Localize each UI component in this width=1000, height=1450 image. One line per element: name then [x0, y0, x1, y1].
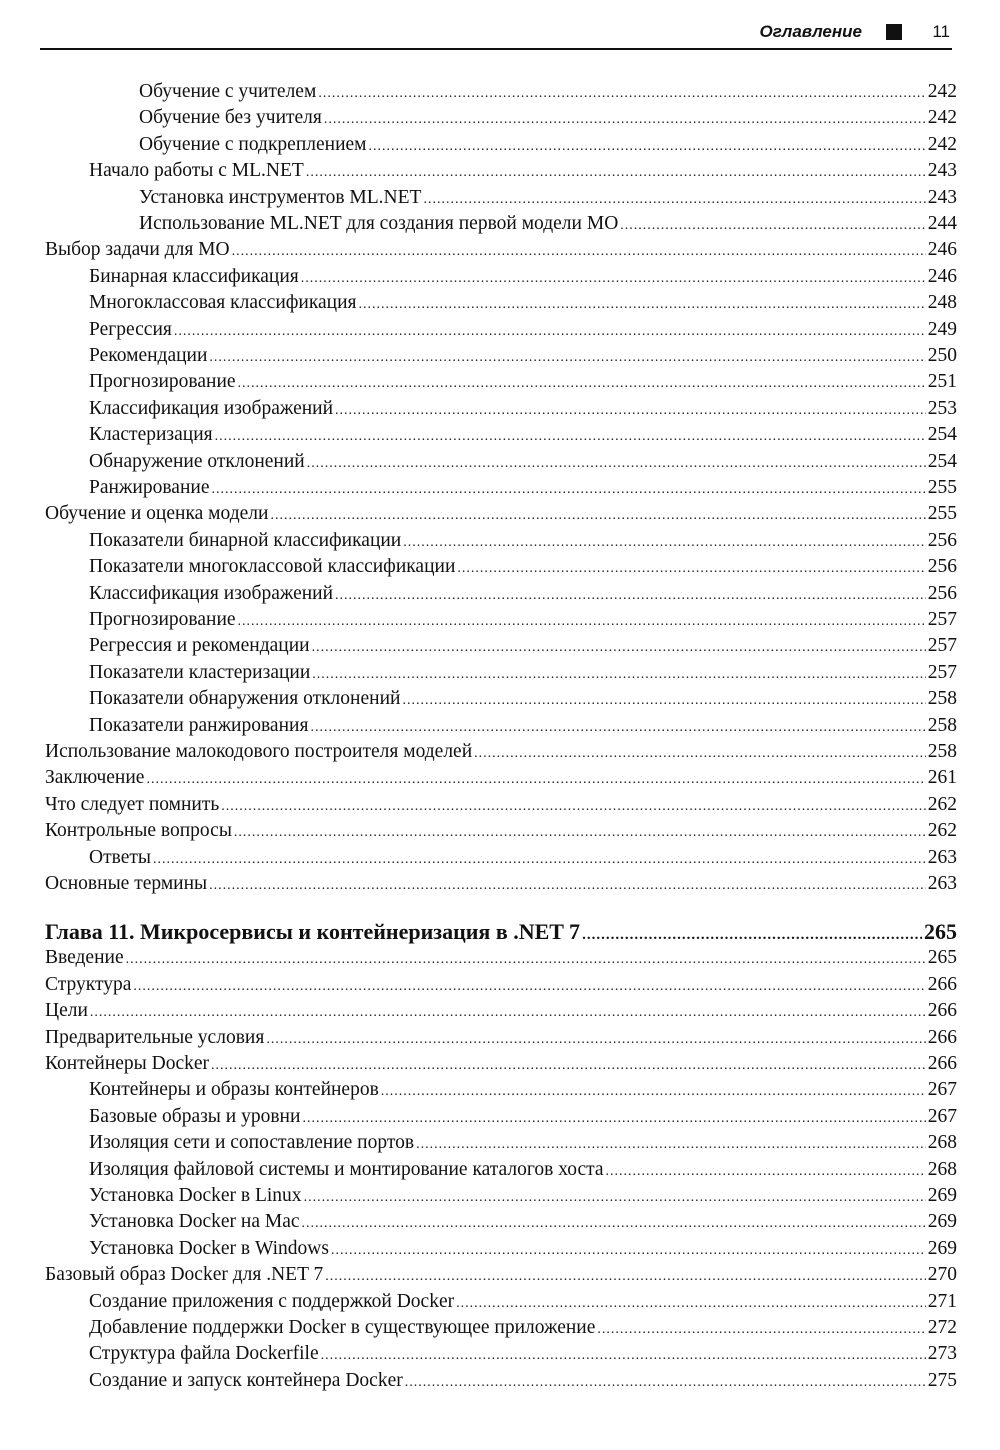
toc-entry-page: 242: [927, 133, 957, 155]
toc-entry-title: Основные термины: [45, 873, 208, 894]
toc-entry-page: 266: [927, 973, 957, 995]
toc-dot-leader: [335, 584, 926, 608]
toc-entry-title: Начало работы с ML.NET: [89, 160, 304, 182]
toc-entry: [45, 1316, 957, 1340]
toc-entry-page: 262: [927, 820, 957, 842]
toc-entry: [45, 661, 957, 685]
toc-entry: [45, 370, 957, 394]
toc-dot-leader: [324, 108, 926, 132]
toc-entry-page: 265: [927, 947, 957, 969]
toc-entry: [45, 608, 957, 632]
toc-entry: [45, 1078, 957, 1102]
toc-entry: [45, 687, 957, 711]
toc-dot-leader: [325, 1265, 925, 1289]
toc-dot-leader: [310, 716, 925, 740]
toc-entry-title: Показатели бинарной классификации: [89, 529, 402, 551]
toc-entry-page: 272: [927, 1317, 957, 1338]
toc-entry-title: Классификация изображений: [89, 397, 334, 419]
toc-entry-page: 242: [927, 107, 957, 129]
toc-dot-leader: [321, 1344, 926, 1368]
toc-dot-leader: [307, 452, 926, 476]
toc-entry-title: Обнаружение отклонений: [89, 450, 305, 472]
toc-entry-page: 253: [927, 397, 957, 419]
toc-entry-page: 246: [927, 265, 957, 287]
toc-entry-page: 254: [927, 450, 957, 472]
toc-entry-page: 266: [927, 1026, 957, 1048]
toc-dot-leader: [304, 1186, 926, 1210]
toc-dot-leader: [331, 1239, 926, 1263]
toc-entry-page: 269: [927, 1211, 957, 1233]
toc-dot-leader: [302, 1212, 926, 1236]
toc-chapter-heading: [45, 918, 957, 946]
toc-entry-title: Структура файла Dockerfile: [89, 1343, 319, 1365]
toc-entry-page: 255: [927, 477, 957, 498]
toc-entry-title: Контейнеры Docker: [45, 1053, 210, 1074]
toc-entry-title: Классификация изображений: [89, 582, 334, 604]
toc-entry-title: Базовые образы и уровни: [89, 1105, 301, 1127]
toc-entry-page: 275: [927, 1369, 957, 1391]
header-title: Оглавление: [759, 22, 862, 41]
toc-entry: [45, 766, 957, 790]
toc-dot-leader: [582, 921, 922, 949]
toc-entry: [45, 159, 957, 183]
toc-entry-title: Регрессия: [89, 318, 172, 340]
toc-entry-title: Ответы: [89, 846, 151, 868]
toc-dot-leader: [474, 742, 926, 766]
toc-entry: [45, 793, 957, 817]
toc-dot-leader: [90, 1001, 926, 1025]
toc-dot-leader: [215, 425, 926, 449]
toc-dot-leader: [301, 267, 926, 291]
toc-dot-leader: [312, 663, 925, 687]
toc-entry-page: 273: [927, 1343, 957, 1365]
toc-dot-leader: [369, 135, 926, 159]
toc-entry: [45, 1026, 957, 1050]
toc-entry-title: Установка Docker на Mac: [89, 1211, 300, 1233]
toc-dot-leader: [359, 293, 926, 317]
toc-entry-title: Показатели многоклассовой классификации: [89, 556, 456, 578]
toc-entry-title: Использование ML.NET для создания первой модели МО: [139, 213, 619, 234]
toc-entry-page: 244: [927, 213, 957, 234]
toc-entry-page: 266: [927, 1053, 957, 1074]
toc-entry-page: 249: [927, 318, 957, 340]
toc-entry: [45, 973, 957, 997]
toc-entry: [45, 106, 957, 130]
toc-entry-title: Обучение с учителем: [139, 81, 317, 102]
toc-entry-title: Бинарная классификация: [89, 265, 299, 287]
toc-entry-page: 242: [927, 81, 957, 102]
toc-entry: [45, 872, 957, 896]
toc-entry: [45, 582, 957, 606]
toc-dot-leader: [126, 948, 926, 972]
toc-entry: [45, 846, 957, 870]
toc-dot-leader: [306, 161, 926, 185]
toc-entry-page: 243: [927, 186, 957, 208]
toc-dot-leader: [211, 1054, 926, 1078]
toc-entry-title: Показатели ранжирования: [89, 714, 309, 736]
toc-entry-page: 255: [927, 503, 957, 525]
toc-entry: [45, 819, 957, 843]
toc-entry: [45, 1052, 957, 1076]
toc-entry-page: 270: [927, 1264, 957, 1286]
toc-entry-title: Установка Docker в Windows: [89, 1237, 329, 1259]
toc-entry: [45, 133, 957, 157]
toc-dot-leader: [153, 848, 926, 872]
toc-entry-title: Установка инструментов ML.NET: [139, 186, 422, 208]
toc-dot-leader: [270, 504, 925, 528]
toc-dot-leader: [318, 82, 925, 106]
toc-dot-leader: [620, 214, 925, 238]
toc-entry-page: 256: [927, 556, 957, 578]
toc-entry-title: Кластеризация: [89, 424, 213, 446]
toc-entry-page: 266: [927, 1000, 957, 1022]
toc-entry-page: 257: [927, 609, 957, 630]
toc-dot-leader: [606, 1160, 926, 1184]
toc-entry-page: 265: [924, 919, 957, 945]
toc-dot-leader: [133, 975, 925, 999]
toc-entry-title: Выбор задачи для МО: [45, 239, 230, 261]
toc-entry: [45, 265, 957, 289]
toc-dot-leader: [209, 346, 925, 370]
toc-entry-title: Изоляция файловой системы и монтирование каталогов хоста: [89, 1158, 604, 1180]
toc-entry-title: Что следует помнить: [45, 793, 220, 815]
toc-entry: [45, 1184, 957, 1208]
toc-entry: [45, 318, 957, 342]
toc-entry-title: Создание и запуск контейнера Docker: [89, 1369, 403, 1391]
toc-entry-title: Обучение с подкреплением: [139, 133, 367, 155]
toc-entry-page: 258: [927, 714, 957, 736]
toc-dot-leader: [403, 531, 926, 555]
toc-entry: [45, 1158, 957, 1182]
toc-dot-leader: [232, 240, 926, 264]
toc-entry-title: Прогнозирование: [89, 371, 236, 393]
toc-entry: [45, 476, 957, 500]
toc-entry: [45, 423, 957, 447]
toc-entry-page: 269: [927, 1185, 957, 1206]
toc-entry: [45, 555, 957, 579]
toc-entry-title: Структура: [45, 973, 132, 995]
toc-entry-title: Введение: [45, 947, 124, 969]
toc-entry: [45, 186, 957, 210]
toc-entry-page: 257: [927, 635, 957, 657]
toc-entry-page: 250: [927, 345, 957, 366]
toc-entry-page: 267: [927, 1079, 957, 1101]
toc-entry: [45, 1369, 957, 1393]
toc-dot-leader: [266, 1028, 925, 1052]
toc-entry-title: Контейнеры и образы контейнеров: [89, 1079, 379, 1101]
toc-entry: [45, 1105, 957, 1129]
toc-entry-title: Добавление поддержки Docker в существующее приложение: [89, 1317, 596, 1338]
toc-dot-leader: [221, 795, 925, 819]
toc-dot-leader: [302, 1107, 925, 1131]
toc-entry-page: 258: [927, 741, 957, 762]
toc-entry-title: Глава 11. Микросервисы и контейнеризация в .NET 7: [45, 919, 581, 945]
toc-entry: [45, 946, 957, 970]
toc-entry-page: 261: [927, 767, 957, 789]
toc-entry: [45, 1290, 957, 1314]
toc-entry-page: 262: [927, 793, 957, 815]
toc-dot-leader: [457, 557, 925, 581]
toc-entry: [45, 238, 957, 262]
toc-entry-page: 263: [927, 873, 957, 894]
toc-entry-page: 256: [927, 582, 957, 604]
toc-dot-leader: [381, 1080, 926, 1104]
toc-entry: [45, 1210, 957, 1234]
toc-entry-title: Рекомендации: [89, 345, 208, 366]
toc-entry-page: 243: [927, 160, 957, 182]
toc-dot-leader: [209, 874, 926, 898]
toc-entry: [45, 212, 957, 236]
toc-entry-page: 271: [927, 1290, 957, 1312]
toc-dot-leader: [238, 372, 926, 396]
toc-dot-leader: [405, 1371, 926, 1395]
toc-dot-leader: [335, 399, 926, 423]
toc-entry-title: Ранжирование: [89, 477, 210, 498]
toc-entry-title: Многоклассовая классификация: [89, 292, 357, 314]
toc-entry: [45, 529, 957, 553]
toc-entry-page: 268: [927, 1158, 957, 1180]
toc-entry-page: 257: [927, 661, 957, 683]
toc-dot-leader: [174, 320, 926, 344]
toc-entry-page: 268: [927, 1132, 957, 1154]
toc-entry: [45, 344, 957, 368]
toc-dot-leader: [234, 821, 926, 845]
toc-entry-page: 251: [927, 371, 957, 393]
toc-entry-title: Контрольные вопросы: [45, 820, 232, 842]
toc-entry-title: Создание приложения с поддержкой Docker: [89, 1290, 455, 1312]
toc-dot-leader: [416, 1133, 926, 1157]
toc-dot-leader: [238, 610, 926, 634]
toc-entry: [45, 740, 957, 764]
toc-entry-title: Использование малокодового построителя моделей: [45, 741, 473, 762]
toc-dot-leader: [211, 478, 925, 502]
page-number: 11: [932, 22, 950, 41]
toc-entry: [45, 502, 957, 526]
toc-entry: [45, 1263, 957, 1287]
toc-entry-title: Предварительные условия: [45, 1026, 265, 1048]
toc-dot-leader: [456, 1292, 926, 1316]
toc-entry-title: Цели: [45, 1000, 88, 1022]
toc-entry-page: 246: [927, 239, 957, 261]
toc-entry: [45, 714, 957, 738]
toc-entry: [45, 450, 957, 474]
toc-entry-title: Прогнозирование: [89, 609, 236, 630]
toc-dot-leader: [597, 1318, 925, 1342]
toc-entry: [45, 1237, 957, 1261]
toc-entry-page: 254: [927, 424, 957, 446]
toc-entry-title: Изоляция сети и сопоставление портов: [89, 1132, 415, 1154]
toc-entry-title: Показатели обнаружения отклонений: [89, 688, 401, 710]
toc-entry-title: Заключение: [45, 767, 145, 789]
toc-entry: [45, 1131, 957, 1155]
toc-entry-title: Показатели кластеризации: [89, 661, 311, 683]
toc-entry: [45, 999, 957, 1023]
toc-entry-page: 267: [927, 1105, 957, 1127]
toc-entry-title: Регрессия и рекомендации: [89, 635, 310, 657]
toc-entry-page: 256: [927, 529, 957, 551]
toc-entry: [45, 80, 957, 104]
toc-entry-title: Установка Docker в Linux: [89, 1185, 302, 1206]
toc-entry: [45, 291, 957, 315]
toc-entry: [45, 397, 957, 421]
toc-entry-page: 263: [927, 846, 957, 868]
toc-dot-leader: [146, 768, 925, 792]
toc-entry-title: Базовый образ Docker для .NET 7: [45, 1264, 324, 1286]
toc-dot-leader: [312, 636, 926, 660]
toc-entry-title: Обучение без учителя: [139, 107, 322, 129]
toc-entry-page: 269: [927, 1237, 957, 1259]
toc-entry: [45, 634, 957, 658]
toc-entry-title: Обучение и оценка модели: [45, 503, 269, 525]
toc-entry-page: 248: [927, 292, 957, 314]
toc-entry: [45, 1342, 957, 1366]
toc-dot-leader: [423, 188, 925, 212]
toc-dot-leader: [402, 689, 925, 713]
toc-entry-page: 258: [927, 688, 957, 710]
